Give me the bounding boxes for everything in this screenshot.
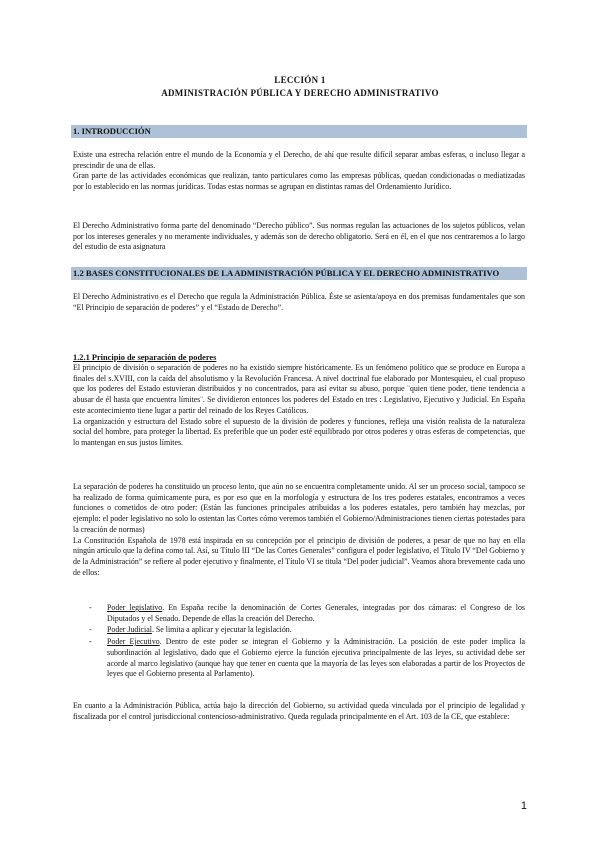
- list-bullet: -: [89, 637, 92, 647]
- separacion-paragraph: La separación de poderes ha constituido un proceso lento, que aún no se encuentra completamente unido. Al ser un proceso social, tampoco se ha realizado de forma químicamente pura, es por eso que en la morfología y estructura de los tres poderes estatales, encontramos a veces funciones o cometidos de otro poder: (Están las funciones principales atribuidas a los poderes estatales, pero también hay mezclas, por ejemplo: el poder legislativo no solo lo ostentan las Cortes cómo veremos también el Gobierno/Administraciones tienen ciertas potestades para la creación de normas): [73, 482, 525, 534]
- list-text: . En España recibe la denominación de Cortes Generales, integradas por dos cámaras: el Congreso de los Diputados y el Senado. Depende de ellas la creación del Derecho.: [107, 603, 525, 623]
- lesson-number: LECCIÓN 1: [274, 75, 326, 85]
- intro-paragraph: Gran parte de las actividades económicas que realizan, tanto particulares como las empresas públicas, quedan condicionadas o mediatizadas por lo establecido en las normas jurídicas. Todas estas normas se agrupan en distintas ramas del Ordenamiento Jurídico.: [73, 171, 525, 192]
- separacion-paragraph: El principio de división o separación de poderes no ha existido siempre históricamente. Es un fenómeno político que se produce en Europa a finales del s.XVIII, con la caída del absolutismo y la Revolución Francesa. A nivel doctrinal fue elaborado por Montesquieu, el cual propuso que los poderes del Estado estuvieran distribuidos y no concentrados, para así evitar su abuso, porque ¨quien tiene poder, tiene tendencia a abusar de él hasta que encuentra límites¨. Se dividieron entonces los poderes del Estado en tres : Legislativo, Ejecutivo y Judicial. En España este acontecimiento tiene lugar a partir del reinado de los Reyes Católicos.: [73, 363, 525, 415]
- separacion-paragraph: La Constitución Española de 1978 está inspirada en su concepción por el principio de división de poderes, a pesar de que no hay en ella ningún artículo que la defina como tal. Así, su Título III “De las Cortes Generales” configura el poder legislativo, el Título IV “Del Gobierno y de la Administración” se refiere al poder ejecutivo y finalmente, el Título VI se titula “Del poder judicial”. Veamos ahora brevemente cada uno de ellos:: [73, 535, 525, 577]
- intro-paragraph: Existe una estrecha relación entre el mundo de la Economía y el Derecho, de ahí que resulte difícil separar ambas esferas, o incluso llegar a prescindir de una de ellas.: [73, 150, 525, 170]
- list-bullet: -: [89, 603, 92, 612]
- poderes-list: [73, 603, 525, 681]
- separacion-paragraph: La organización y estructura del Estado sobre el supuesto de la división de poderes y funciones, refleja una visión realista de la naturaleza social del hombre, para proteger la libertad. Es preferible que un poder esté equilibrado por otros poderes y otras esferas de competencias, que lo mantengan en sus justos límites.: [73, 416, 525, 447]
- list-term: Poder legislativo: [107, 603, 163, 612]
- list-text: . Se limita a aplicar y ejecutar la legislación.: [151, 625, 292, 635]
- bases-paragraph: El Derecho Administrativo es el Derecho que regula la Administración Pública. Éste se asienta/apoya en dos premisas fundamentales que son “El Principio de separación de poderes” y el “Estado de Derecho”.: [73, 292, 525, 312]
- closing-text-block: [73, 701, 525, 722]
- list-term: Poder Judicial: [107, 625, 152, 635]
- intro-text-block: [73, 150, 525, 193]
- separacion-text-block: [73, 363, 525, 449]
- list-text: . Dentro de este poder se integran el Gobierno y la Administración. La posición de este poder implica la subordinación al legislativo, dado que el Gobierno ejerce la función ejecutiva principalmente de las leyes, su actividad debe ser acorde al marco legislativo (aunque hay que tener en cuenta que la mayoría de las leyes son elaboradas a partir de los Proyectos de leyes que el Gobierno presenta al Parlamento).: [107, 637, 525, 679]
- intro-text-block-2: [73, 221, 525, 253]
- subsection-heading-separacion: 1.2.1 Principio de separación de poderes: [73, 353, 217, 362]
- list-item: [73, 625, 525, 636]
- separacion-text-block-2: [73, 482, 525, 578]
- list-term: Poder Ejecutivo: [107, 637, 160, 647]
- section-heading-introduccion: 1. INTRODUCCIÓN: [71, 125, 527, 138]
- lesson-subject: ADMINISTRACIÓN PÚBLICA Y DERECHO ADMINISTRATIVO: [161, 88, 439, 98]
- section-heading-bases: 1.2 BASES CONSTITUCIONALES DE LA ADMINISTRACIÓN PÚBLICA Y EL DERECHO ADMINISTRATIVO: [71, 267, 527, 280]
- page-number: 1: [520, 800, 527, 812]
- bases-text-block: [73, 292, 525, 313]
- lesson-title: [0, 74, 600, 100]
- list-item: [73, 637, 525, 680]
- closing-paragraph: En cuanto a la Administración Pública, actúa bajo la dirección del Gobierno, su actividad queda vinculada por el principio de legalidad y fiscalizada por el control jurisdiccional contencioso-administrativo. Queda regulada principalmente en el Art. 103 de la CE, que establece:: [73, 701, 525, 721]
- intro-paragraph: El Derecho Administrativo forma parte del denominado “Derecho público”. Sus normas regulan las actuaciones de los sujetos públicos, velan por los intereses generales y no meramente individuales, y además son de derecho obligatorio. Será en él, en el que nos centraremos a lo largo del estudio de esta asignatura: [73, 221, 525, 252]
- list-item: [73, 603, 525, 624]
- list-bullet: -: [89, 625, 92, 635]
